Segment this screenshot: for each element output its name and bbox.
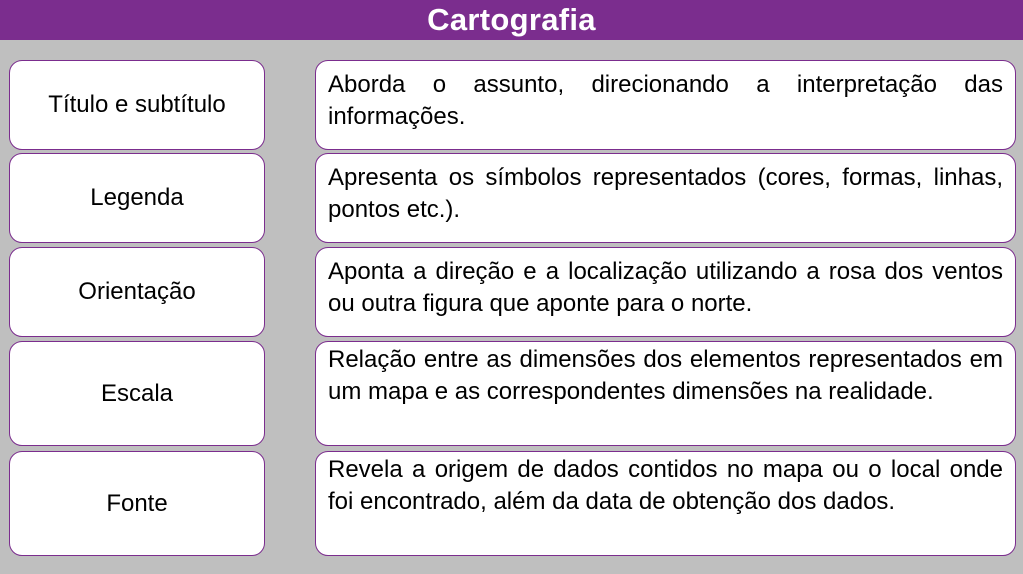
term-label: Título e subtítulo	[48, 91, 226, 118]
title-banner	[0, 0, 1023, 40]
description-box-orientacao	[315, 247, 1016, 337]
term-box-orientacao	[9, 247, 265, 337]
term-box-fonte	[9, 451, 265, 556]
term-label: Legenda	[90, 184, 184, 211]
term-label: Escala	[100, 379, 174, 407]
description-box-titulo	[315, 60, 1016, 150]
page-title: Cartografia	[427, 2, 596, 37]
description-text: Revela a origem de dados contidos no mapa ou o local onde foi encontrado, além da data de obtenção dos dados.	[328, 456, 1003, 515]
term-box-titulo	[9, 60, 265, 150]
term-box-escala	[9, 341, 265, 446]
description-text: Aponta a direção e a localização utilizando a rosa dos ventos ou outra figura que aponte para o norte.	[328, 258, 1003, 317]
term-label: Orientação	[78, 278, 196, 305]
description-box-escala	[315, 341, 1016, 446]
term-label: Fonte	[106, 489, 168, 517]
description-box-fonte	[315, 451, 1016, 556]
description-box-legenda	[315, 153, 1016, 243]
description-text: Apresenta os símbolos representados (cores, formas, linhas, pontos etc.).	[328, 164, 1003, 223]
term-box-legenda	[9, 153, 265, 243]
description-text: Aborda o assunto, direcionando a interpretação das informações.	[328, 71, 1003, 130]
description-text: Relação entre as dimensões dos elementos representados em um mapa e as correspondentes dimensões na realidade.	[328, 346, 1003, 405]
